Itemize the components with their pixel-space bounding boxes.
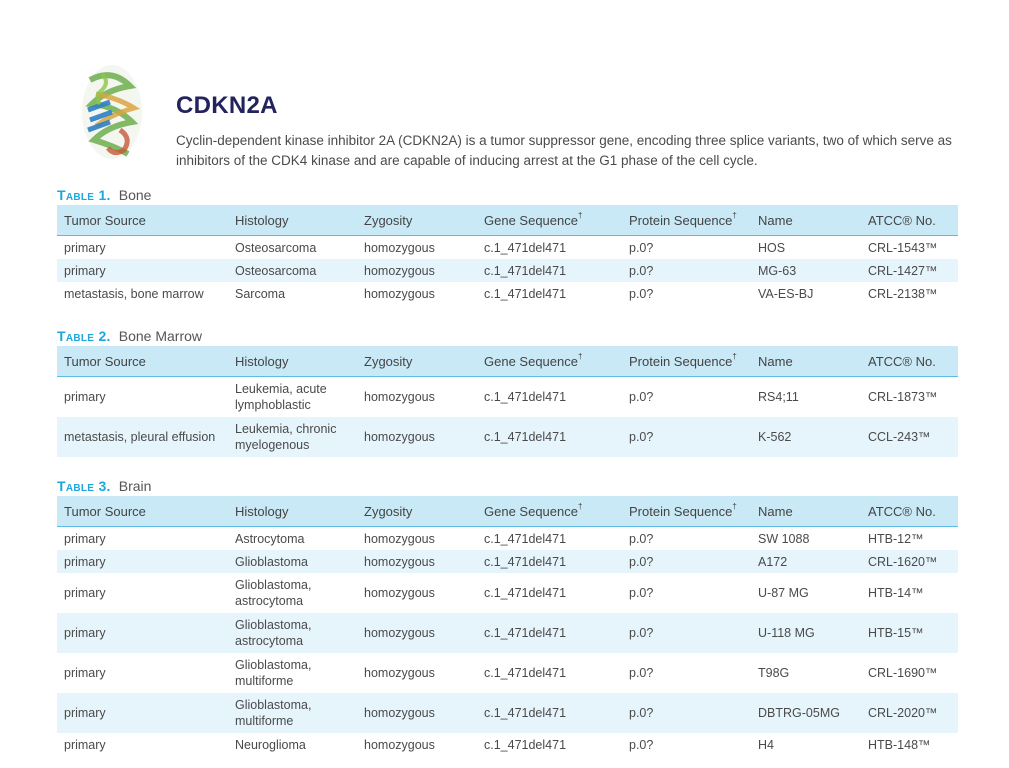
cell-atcc-no: CRL-1543™: [868, 240, 938, 255]
column-header-tumor-source: Tumor Source: [57, 346, 228, 377]
table-row: [57, 653, 958, 693]
cell-histology: Glioblastoma, multiforme: [228, 693, 357, 733]
cell-name: DBTRG-05MG: [751, 693, 861, 733]
cell-atcc-no: HTB-12™: [868, 531, 924, 546]
cell-protein-sequence: p.0?: [629, 531, 654, 546]
cell-protein-sequence: p.0?: [629, 586, 654, 600]
protein-structure-image: [72, 60, 152, 164]
cell-histology: Osteosarcoma: [235, 240, 317, 255]
cell-histology: Osteosarcoma: [228, 259, 357, 282]
column-header-protein-sequence: Protein Sequence†: [622, 205, 751, 236]
column-header-tumor-source: Tumor Source: [57, 205, 228, 236]
cell-zygosity: homozygous: [364, 286, 435, 301]
cell-tumor-source: metastasis, pleural effusion: [57, 417, 228, 457]
table-row: [57, 236, 958, 260]
table-caption: [57, 326, 958, 346]
column-header-gene-sequence: Gene Sequence†: [477, 496, 622, 527]
table-caption-tissue: Brain: [118, 478, 152, 494]
cell-zygosity: homozygous: [357, 550, 477, 573]
cell-histology: Leukemia, acute lymphoblastic: [235, 382, 327, 412]
cell-protein-sequence: p.0?: [629, 240, 654, 255]
table-row: [57, 377, 958, 418]
cell-histology: Sarcoma: [235, 286, 286, 301]
cell-histology: Leukemia, chronic myelogenous: [228, 417, 357, 457]
table-caption: [57, 476, 958, 496]
cell-tumor-source: primary: [57, 550, 228, 573]
cell-zygosity: homozygous: [357, 693, 477, 733]
table-section-bone: [57, 185, 958, 305]
cell-gene-sequence: c.1_471del471: [477, 693, 622, 733]
cell-name: VA-ES-BJ: [758, 286, 814, 301]
cell-name: A172: [751, 550, 861, 573]
table-caption: [57, 185, 958, 205]
cell-gene-sequence: c.1_471del471: [484, 666, 567, 680]
cell-tumor-source: primary: [57, 693, 228, 733]
cell-gene-sequence: c.1_471del471: [484, 286, 567, 301]
dagger-footnote-mark: †: [732, 501, 737, 511]
cell-histology: Glioblastoma, astrocytoma: [228, 613, 357, 653]
cell-protein-sequence: p.0?: [622, 693, 751, 733]
table-row: [57, 550, 958, 573]
table-row: [57, 527, 958, 551]
cell-gene-sequence: c.1_471del471: [477, 259, 622, 282]
cell-name: SW 1088: [758, 531, 810, 546]
column-header-zygosity: Zygosity: [357, 346, 477, 377]
table-section-brain: [57, 476, 958, 756]
table-row: [57, 573, 958, 613]
cell-protein-sequence: p.0?: [629, 286, 654, 301]
table-row: [57, 693, 958, 733]
cell-zygosity: homozygous: [357, 417, 477, 457]
column-header-atcc-no: ATCC® No.: [861, 205, 958, 236]
cell-gene-sequence: c.1_471del471: [484, 390, 567, 404]
column-header-atcc-no: ATCC® No.: [861, 496, 958, 527]
cell-name: HOS: [758, 240, 786, 255]
cell-atcc-no: CRL-2020™: [861, 693, 958, 733]
table-section-bone-marrow: [57, 326, 958, 457]
cell-name: U-118 MG: [751, 613, 861, 653]
intro-paragraph: Cyclin-dependent kinase inhibitor 2A (CDKN2A) is a tumor suppressor gene, encoding three splice variants, two of which serve as inhibitors of the CDK4 kinase and are capable of inducing arrest at the G1 phase of the cell cycle.: [176, 133, 952, 168]
cell-protein-sequence: p.0?: [629, 666, 654, 680]
table-row: [57, 733, 958, 756]
data-table: [57, 496, 958, 756]
cell-tumor-source: primary: [57, 613, 228, 653]
cell-histology: Glioblastoma, multiforme: [235, 658, 312, 688]
cell-zygosity: homozygous: [357, 259, 477, 282]
column-header-name: Name: [751, 346, 861, 377]
cell-zygosity: homozygous: [364, 586, 435, 600]
cell-protein-sequence: p.0?: [622, 259, 751, 282]
column-header-name: Name: [751, 496, 861, 527]
cell-protein-sequence: p.0?: [622, 417, 751, 457]
column-header-histology: Histology: [228, 346, 357, 377]
table-caption-tissue: Bone Marrow: [118, 328, 203, 344]
dagger-footnote-mark: †: [732, 351, 737, 361]
column-header-zygosity: Zygosity: [357, 205, 477, 236]
cell-protein-sequence: p.0?: [629, 390, 654, 404]
cell-zygosity: homozygous: [364, 531, 435, 546]
cell-zygosity: homozygous: [364, 666, 435, 680]
cell-tumor-source: primary: [64, 666, 106, 680]
cell-name: T98G: [758, 666, 790, 680]
column-header-atcc-no: ATCC® No.: [861, 346, 958, 377]
table-header-row: [57, 205, 958, 236]
data-table: [57, 205, 958, 305]
cell-gene-sequence: c.1_471del471: [477, 417, 622, 457]
cell-zygosity: homozygous: [364, 240, 435, 255]
cell-histology: Neuroglioma: [235, 737, 306, 752]
table-row: [57, 613, 958, 653]
cell-histology: Glioblastoma: [228, 550, 357, 573]
cell-atcc-no: CCL-243™: [861, 417, 958, 457]
cell-tumor-source: primary: [64, 737, 106, 752]
cell-atcc-no: CRL-1690™: [868, 666, 938, 680]
cell-zygosity: homozygous: [357, 613, 477, 653]
cell-protein-sequence: p.0?: [622, 613, 751, 653]
column-header-gene-sequence: Gene Sequence†: [477, 346, 622, 377]
cell-histology: Astrocytoma: [235, 531, 305, 546]
table-row: [57, 282, 958, 305]
cell-gene-sequence: c.1_471del471: [484, 531, 567, 546]
dagger-footnote-mark: †: [577, 351, 583, 361]
cell-gene-sequence: c.1_471del471: [484, 586, 567, 600]
cell-name: K-562: [751, 417, 861, 457]
cell-tumor-source: primary: [64, 240, 106, 255]
table-caption-label: Table 1.: [57, 187, 111, 203]
cell-name: MG-63: [751, 259, 861, 282]
cell-atcc-no: CRL-1873™: [868, 390, 938, 404]
column-header-histology: Histology: [228, 205, 357, 236]
cell-atcc-no: HTB-15™: [861, 613, 958, 653]
cell-zygosity: homozygous: [364, 737, 435, 752]
page-title: CDKN2A: [176, 92, 278, 119]
cell-gene-sequence: c.1_471del471: [484, 737, 567, 752]
cell-name: U-87 MG: [758, 586, 809, 600]
cell-name: RS4;11: [758, 390, 799, 404]
cell-atcc-no: CRL-1620™: [861, 550, 958, 573]
dagger-footnote-mark: †: [732, 210, 737, 220]
cell-name: H4: [758, 737, 774, 752]
cell-atcc-no: CRL-2138™: [868, 286, 938, 301]
cell-atcc-no: CRL-1427™: [861, 259, 958, 282]
cell-tumor-source: metastasis, bone marrow: [64, 286, 204, 301]
data-table: [57, 346, 958, 457]
table-header-row: [57, 496, 958, 527]
dagger-footnote-mark: †: [577, 501, 583, 511]
table-row: [57, 417, 958, 457]
cell-tumor-source: primary: [64, 586, 106, 600]
cell-protein-sequence: p.0?: [629, 737, 654, 752]
table-row: [57, 259, 958, 282]
column-header-gene-sequence: Gene Sequence†: [477, 205, 622, 236]
column-header-protein-sequence: Protein Sequence†: [622, 346, 751, 377]
cell-atcc-no: HTB-14™: [868, 586, 924, 600]
table-caption-label: Table 3.: [57, 478, 111, 494]
column-header-name: Name: [751, 205, 861, 236]
column-header-protein-sequence: Protein Sequence†: [622, 496, 751, 527]
cell-gene-sequence: c.1_471del471: [477, 613, 622, 653]
column-header-histology: Histology: [228, 496, 357, 527]
table-caption-tissue: Bone: [118, 187, 152, 203]
cell-tumor-source: primary: [57, 259, 228, 282]
column-header-zygosity: Zygosity: [357, 496, 477, 527]
cell-zygosity: homozygous: [364, 390, 435, 404]
cell-atcc-no: HTB-148™: [868, 737, 931, 752]
cell-tumor-source: primary: [64, 390, 106, 404]
column-header-tumor-source: Tumor Source: [57, 496, 228, 527]
cell-protein-sequence: p.0?: [622, 550, 751, 573]
table-header-row: [57, 346, 958, 377]
cell-gene-sequence: c.1_471del471: [477, 550, 622, 573]
dagger-footnote-mark: †: [577, 210, 583, 220]
cell-tumor-source: primary: [64, 531, 106, 546]
table-caption-label: Table 2.: [57, 328, 111, 344]
cell-histology: Glioblastoma, astrocytoma: [235, 578, 312, 608]
cell-gene-sequence: c.1_471del471: [484, 240, 567, 255]
